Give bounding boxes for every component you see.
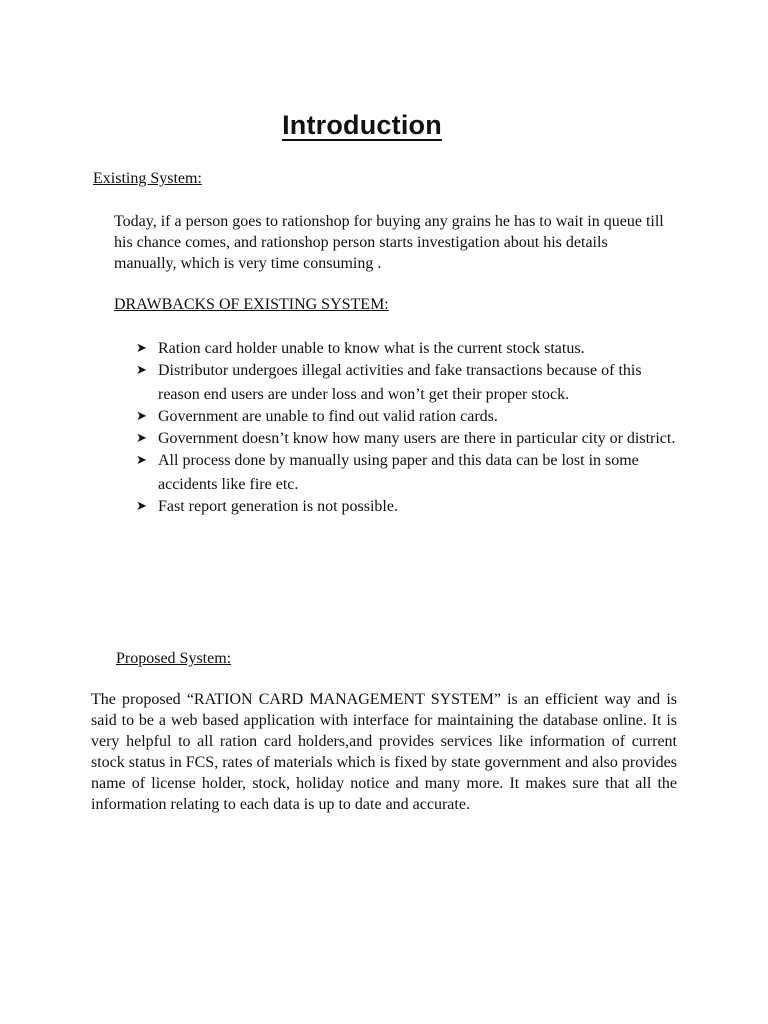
list-item-text: Government are unable to find out valid ration cards. bbox=[158, 408, 498, 425]
list-item bbox=[136, 405, 676, 429]
proposed-system-paragraph: The proposed “RATION CARD MANAGEMENT SYSTEM” is an efficient way and is said to be a web based application with interface for maintaining the database online. It is very helpful to all ration card holders,and provides services like information of current stock status in FCS, rates of materials which is fixed by state government and also provides name of license holder, stock, holiday notice and many more. It makes sure that all the information relating to each data is up to date and accurate. bbox=[91, 691, 677, 813]
drawbacks-list bbox=[136, 337, 676, 517]
drawbacks-heading: DRAWBACKS OF EXISTING SYSTEM: bbox=[114, 296, 389, 313]
list-item bbox=[136, 427, 676, 451]
arrowhead-bullet-icon: ➤ bbox=[136, 409, 147, 424]
arrowhead-bullet-icon: ➤ bbox=[136, 363, 147, 378]
arrowhead-bullet-icon: ➤ bbox=[136, 499, 147, 514]
list-item bbox=[136, 337, 676, 361]
list-item-text: Ration card holder unable to know what is the current stock status. bbox=[158, 340, 585, 357]
list-item bbox=[136, 359, 676, 407]
existing-system-paragraph: Today, if a person goes to rationshop for buying any grains he has to wait in queue till his chance comes, and rationshop person starts investigation about his details manually, which is very time consuming . bbox=[114, 213, 664, 272]
list-item-text: Fast report generation is not possible. bbox=[158, 498, 398, 515]
existing-system-heading: Existing System: bbox=[93, 170, 202, 187]
arrowhead-bullet-icon: ➤ bbox=[136, 341, 147, 356]
list-item-text: Government doesn’t know how many users are there in particular city or district. bbox=[158, 430, 676, 447]
proposed-system-heading: Proposed System: bbox=[116, 650, 232, 667]
list-item-text: All process done by manually using paper and this data can be lost in some accidents like fire etc. bbox=[158, 452, 639, 493]
list-item bbox=[136, 449, 676, 497]
page-title: Introduction bbox=[282, 110, 442, 140]
list-item bbox=[136, 495, 676, 519]
arrowhead-bullet-icon: ➤ bbox=[136, 431, 147, 446]
arrowhead-bullet-icon: ➤ bbox=[136, 453, 147, 468]
list-item-text: Distributor undergoes illegal activities and fake transactions because of this reason end users are under loss and won’t get their proper stock. bbox=[158, 362, 642, 403]
